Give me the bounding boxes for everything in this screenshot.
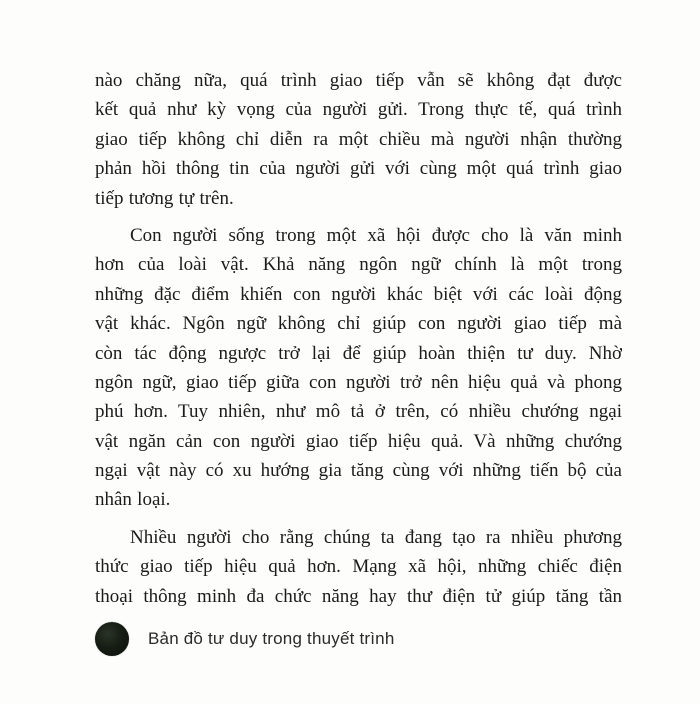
- text-line: vật khác. Ngôn ngữ không chỉ giúp con người giao tiếp mà: [95, 313, 622, 335]
- text-line: phản hồi thông tin của người gửi với cùng một quá trình giao: [95, 158, 622, 180]
- page-marker-dot-icon: [95, 622, 129, 656]
- text-line: những đặc điểm khiến con người khác biệt với các loài động: [95, 283, 622, 305]
- paragraph: [95, 523, 622, 611]
- text-line: ngôn ngữ, giao tiếp giữa con người trở nên hiệu quả và phong: [95, 371, 622, 393]
- text-line: vật ngăn cản con người giao tiếp hiệu quả. Và những chướng: [95, 430, 622, 452]
- text-line: thoại thông minh đa chức năng hay thư điện tử giúp tăng tần: [95, 585, 622, 607]
- text-line: Nhiều người cho rằng chúng ta đang tạo ra nhiều phương: [130, 526, 622, 548]
- text-line: còn tác động ngược trở lại để giúp hoàn thiện tư duy. Nhờ: [95, 342, 622, 364]
- text-line: nhân loại.: [95, 489, 171, 511]
- text-line: kết quả như kỳ vọng của người gửi. Trong thực tế, quá trình: [95, 99, 622, 121]
- paragraph: [95, 66, 622, 213]
- text-line: ngại vật này có xu hướng gia tăng cùng với những tiến bộ của: [95, 460, 622, 482]
- footer: [95, 622, 394, 656]
- body-text: [95, 66, 622, 611]
- paragraph: [95, 221, 622, 515]
- running-title: Bản đồ tư duy trong thuyết trình: [148, 629, 395, 648]
- text-line: hơn của loài vật. Khả năng ngôn ngữ chính là một trong: [95, 254, 622, 276]
- text-line: Con người sống trong một xã hội được cho là văn minh: [130, 224, 622, 246]
- text-line: tiếp tương tự trên.: [95, 187, 234, 209]
- text-line: phú hơn. Tuy nhiên, như mô tả ở trên, có nhiều chướng ngại: [95, 401, 622, 423]
- text-line: giao tiếp không chỉ diễn ra một chiều mà người nhận thường: [95, 128, 622, 150]
- text-line: nào chăng nữa, quá trình giao tiếp vẫn sẽ không đạt được: [95, 70, 622, 91]
- text-line: thức giao tiếp hiệu quả hơn. Mạng xã hội, những chiếc điện: [95, 556, 622, 578]
